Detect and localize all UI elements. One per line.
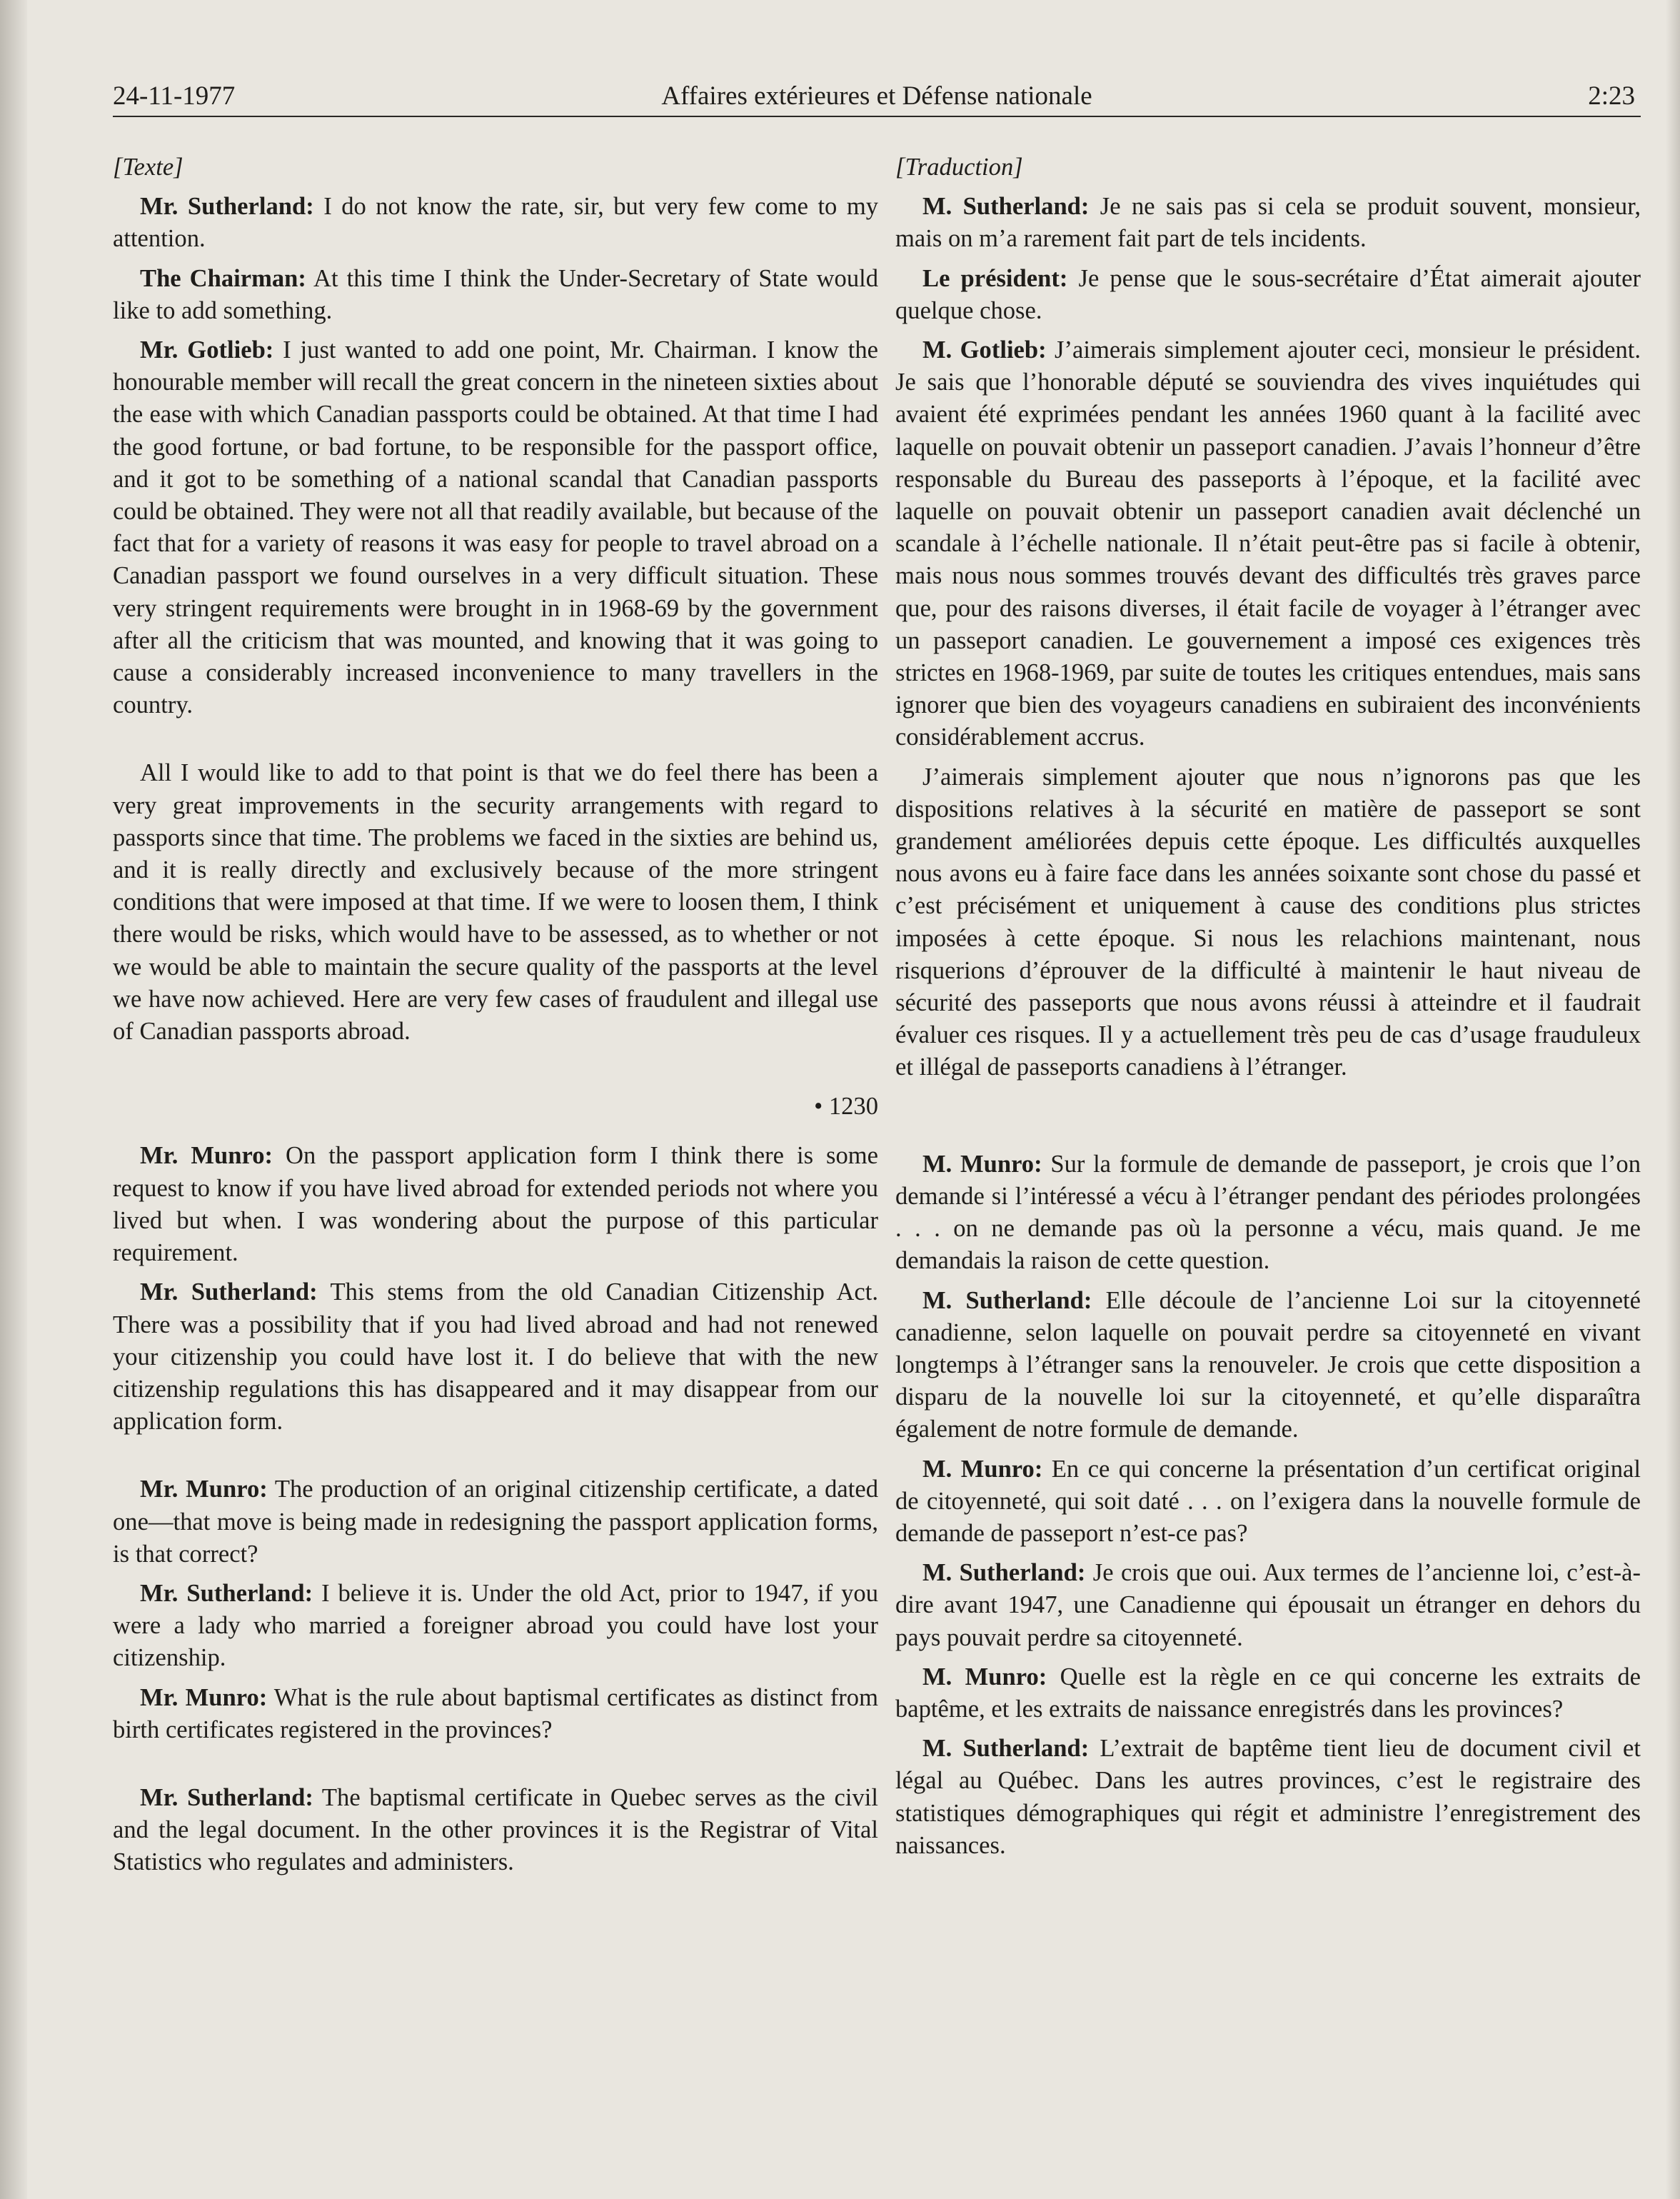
speaker-name: M. Sutherland: — [922, 1735, 1090, 1763]
speech-text: Je crois que oui. Aux termes de l’ancienne loi, c’est-à-dire avant 1947, une Canadienne qui épousait un étranger en dehors du pays pouvait perdre sa citoyenneté. — [895, 1559, 1641, 1651]
speech-paragraph — [113, 1682, 878, 1746]
speech-text: All I would like to add to that point is that we do feel there has been a very great improvements in the security arrangements with regard to passports since that time. The problems we faced in the sixties are behind us, and it is really directly and exclusively because of the more stringent conditions that were imposed at that time. If we were to loosen them, I think there would be risks, which would have to be assessed, as to whether or not we would be able to maintain the secure quality of the passports at the level we have now achieved. Here are very few cases of fraudulent and illegal use of Canadian passports abroad. — [113, 759, 878, 1046]
speaker-name: M. Gotlieb: — [922, 336, 1047, 364]
speech-paragraph — [895, 1557, 1641, 1654]
speech-text: What is the rule about baptismal certificates as distinct from birth certificates registered in the provinces? — [113, 1683, 878, 1743]
speech-text: Je ne sais pas si cela se produit souvent, monsieur, mais on m’a rarement fait part de tels incidents. — [895, 193, 1641, 253]
speech-text: I just wanted to add one point, Mr. Chairman. I know the honourable member will recall the great concern in the nineteen sixties about the ease with which Canadian passports could be obtained. At that time I had the good fortune, or bad fortune, to be responsible for the passport office, and it got to be something of a national scandal that Canadian passports could be obtained. They were not all that readily available, but because of the fact that for a variety of reasons it was easy for people to travel abroad on a Canadian passport we found ourselves in a very difficult situation. These very stringent requirements were brought in in 1968-69 by the government after all the criticism that was mounted, and knowing that it was going to cause a considerably increased inconvenience to many travellers in the country. — [113, 336, 879, 719]
speech-text: At this time I think the Under-Secretary of State would like to add something. — [113, 264, 878, 324]
speaker-name: M. Munro: — [922, 1150, 1042, 1178]
speaker-name: Mr. Sutherland: — [140, 1278, 318, 1306]
speech-paragraph — [113, 1276, 878, 1438]
speech-text: Sur la formule de demande de passeport, je crois que l’on demande si l’intéressé a vécu à l’étranger pendant des périodes prolongées . . . on ne demande pas où la personne a vécu, mais quand. Je me demandais la raison de cette question. — [895, 1150, 1641, 1275]
speaker-name: Mr. Sutherland: — [140, 1579, 313, 1607]
french-column — [895, 151, 1641, 2137]
speaker-name: The Chairman: — [140, 264, 306, 292]
header-date: 24-11-1977 — [113, 81, 236, 111]
page-edge-shadow — [0, 0, 27, 2199]
speech-paragraph — [895, 1148, 1641, 1278]
speech-text: Quelle est la règle en ce qui concerne les extraits de baptême, et les extraits de naissance enregistrés dans les provinces? — [895, 1663, 1641, 1723]
time-marker: • 1230 — [814, 1093, 878, 1121]
speaker-name: Mr. Munro: — [140, 1476, 268, 1503]
speech-paragraph — [113, 1140, 878, 1269]
speech-paragraph — [113, 191, 878, 255]
speech-paragraph — [895, 1733, 1641, 1862]
speech-paragraph — [895, 334, 1641, 754]
page-number: 2:23 — [1588, 81, 1635, 111]
speech-paragraph — [113, 1473, 878, 1571]
speaker-name: M. Munro: — [922, 1455, 1043, 1483]
speaker-name: M. Sutherland: — [922, 193, 1090, 221]
speech-text: On the passport application form I think there is some request to know if you have lived abroad for extended periods not where you lived but when. I was wondering about the purpose of this particular requirement. — [113, 1142, 878, 1267]
english-column — [113, 151, 878, 2137]
speech-paragraph — [895, 761, 1641, 1084]
speaker-name: Mr. Gotlieb: — [140, 336, 274, 364]
speech-text: L’extrait de baptême tient lieu de document civil et légal au Québec. Dans les autres provinces, c’est le registraire des statistiques démographiques qui régit et administre l’enregistrement des naissances. — [895, 1735, 1641, 1859]
speech-text: J’aimerais simplement ajouter que nous n’ignorons pas que les dispositions relatives à la sécurité en matière de passeport se sont grandement améliorées depuis cette époque. Les difficultés auxquelles nous avons eu à faire face dans les années soixante sont chose du passé et c’est précisément et uniquement à cause des conditions plus strictes imposées à cette époque. Si nous les relachions maintenant, nous risquerions d’éprouver de la difficulté à maintenir le haut niveau de sécurité des passeports que nous avons réussi à atteindre et il faudrait évaluer ces risques. Il y a actuellement très peu de cas d’usage frauduleux et illégal de passeports canadiens à l’étranger. — [895, 763, 1641, 1081]
language-label: [Texte] — [113, 154, 183, 181]
speech-text: The baptismal certificate in Quebec serves as the civil and the legal document. In the other provinces it is the Registrar of Vital Statistics who regulates and administers. — [113, 1783, 878, 1876]
speech-paragraph — [113, 1782, 878, 1879]
speech-text: En ce qui concerne la présentation d’un certificat original de citoyenneté, qui soit daté . . . on l’exigera dans la nouvelle formule de demande de passeport n’est-ce pas? — [895, 1455, 1641, 1547]
speech-paragraph — [895, 1661, 1641, 1725]
speaker-name: Mr. Sutherland: — [140, 193, 314, 221]
speech-text: Je pense que le sous-secrétaire d’État aimerait ajouter quelque chose. — [895, 264, 1641, 324]
speech-text: I believe it is. Under the old Act, prior to 1947, if you were a lady who married a foreigner abroad you could have lost your citizenship. — [113, 1579, 878, 1672]
speech-paragraph — [113, 263, 878, 327]
speech-paragraph — [895, 1453, 1641, 1551]
speech-paragraph — [895, 191, 1641, 255]
speaker-name: M. Sutherland: — [922, 1559, 1086, 1587]
speaker-name: Le président: — [922, 264, 1068, 292]
language-label: [Traduction] — [895, 154, 1023, 181]
speech-paragraph — [113, 757, 878, 1048]
header-title: Affaires extérieures et Défense nationale — [661, 81, 1092, 111]
speaker-name: Mr. Munro: — [140, 1142, 273, 1170]
speaker-name: Mr. Sutherland: — [140, 1783, 313, 1811]
speech-paragraph — [895, 263, 1641, 327]
speaker-name: M. Munro: — [922, 1663, 1047, 1690]
speech-text: This stems from the old Canadian Citizenship Act. There was a possibility that if you had lived abroad and had not renewed your citizenship you could have lost it. I do believe that with the new citizenship regulations this has disappeared and it may disappear from our application form. — [113, 1278, 878, 1436]
speaker-name: Mr. Munro: — [140, 1683, 268, 1711]
speech-text: I do not know the rate, sir, but very few come to my attention. — [113, 193, 878, 253]
page-edge-right — [1666, 0, 1680, 2199]
speech-text: Elle découle de l’ancienne Loi sur la citoyenneté canadienne, selon laquelle on pouvait perdre sa citoyenneté en vivant longtemps à l’étranger sans la renouveler. Je crois que cette disposition a disparu de la nouvelle loi sur la citoyenneté, et qu’elle disparaîtra également de notre formule de demande. — [895, 1286, 1641, 1443]
speech-paragraph — [895, 1285, 1641, 1446]
speaker-name: M. Sutherland: — [922, 1286, 1092, 1314]
speech-paragraph — [113, 1578, 878, 1675]
speech-paragraph — [113, 334, 878, 721]
speech-text: The production of an original citizenship certificate, a dated one—that move is being made in redesigning the passport application forms, is that correct? — [113, 1476, 878, 1568]
page-header — [113, 71, 1641, 117]
speech-text: J’aimerais simplement ajouter ceci, monsieur le président. Je sais que l’honorable député se souviendra des vives inquiétudes qui avaient été exprimées pendant les années 1960 quant à la facilité avec laquelle on pouvait obtenir un passeport canadien. J’avais l’honneur d’être responsable du Bureau des passeports à l’époque, et la facilité avec laquelle on pouvait obtenir un passeport canadien avait déclenché un scandale à l’échelle nationale. Il n’était peut-être pas si facile à obtenir, mais nous nous sommes trouvés devant des difficultés très graves parce que, pour des raisons diverses, il était facile de voyager à l’étranger avec un passeport canadien. Le gouvernement a imposé ces exigences très strictes en 1968-1969, par suite de toutes les critiques entendues, mais sans ignorer que bien des voyageurs canadiens en subiraient des inconvénients considérablement accrus. — [895, 336, 1641, 751]
